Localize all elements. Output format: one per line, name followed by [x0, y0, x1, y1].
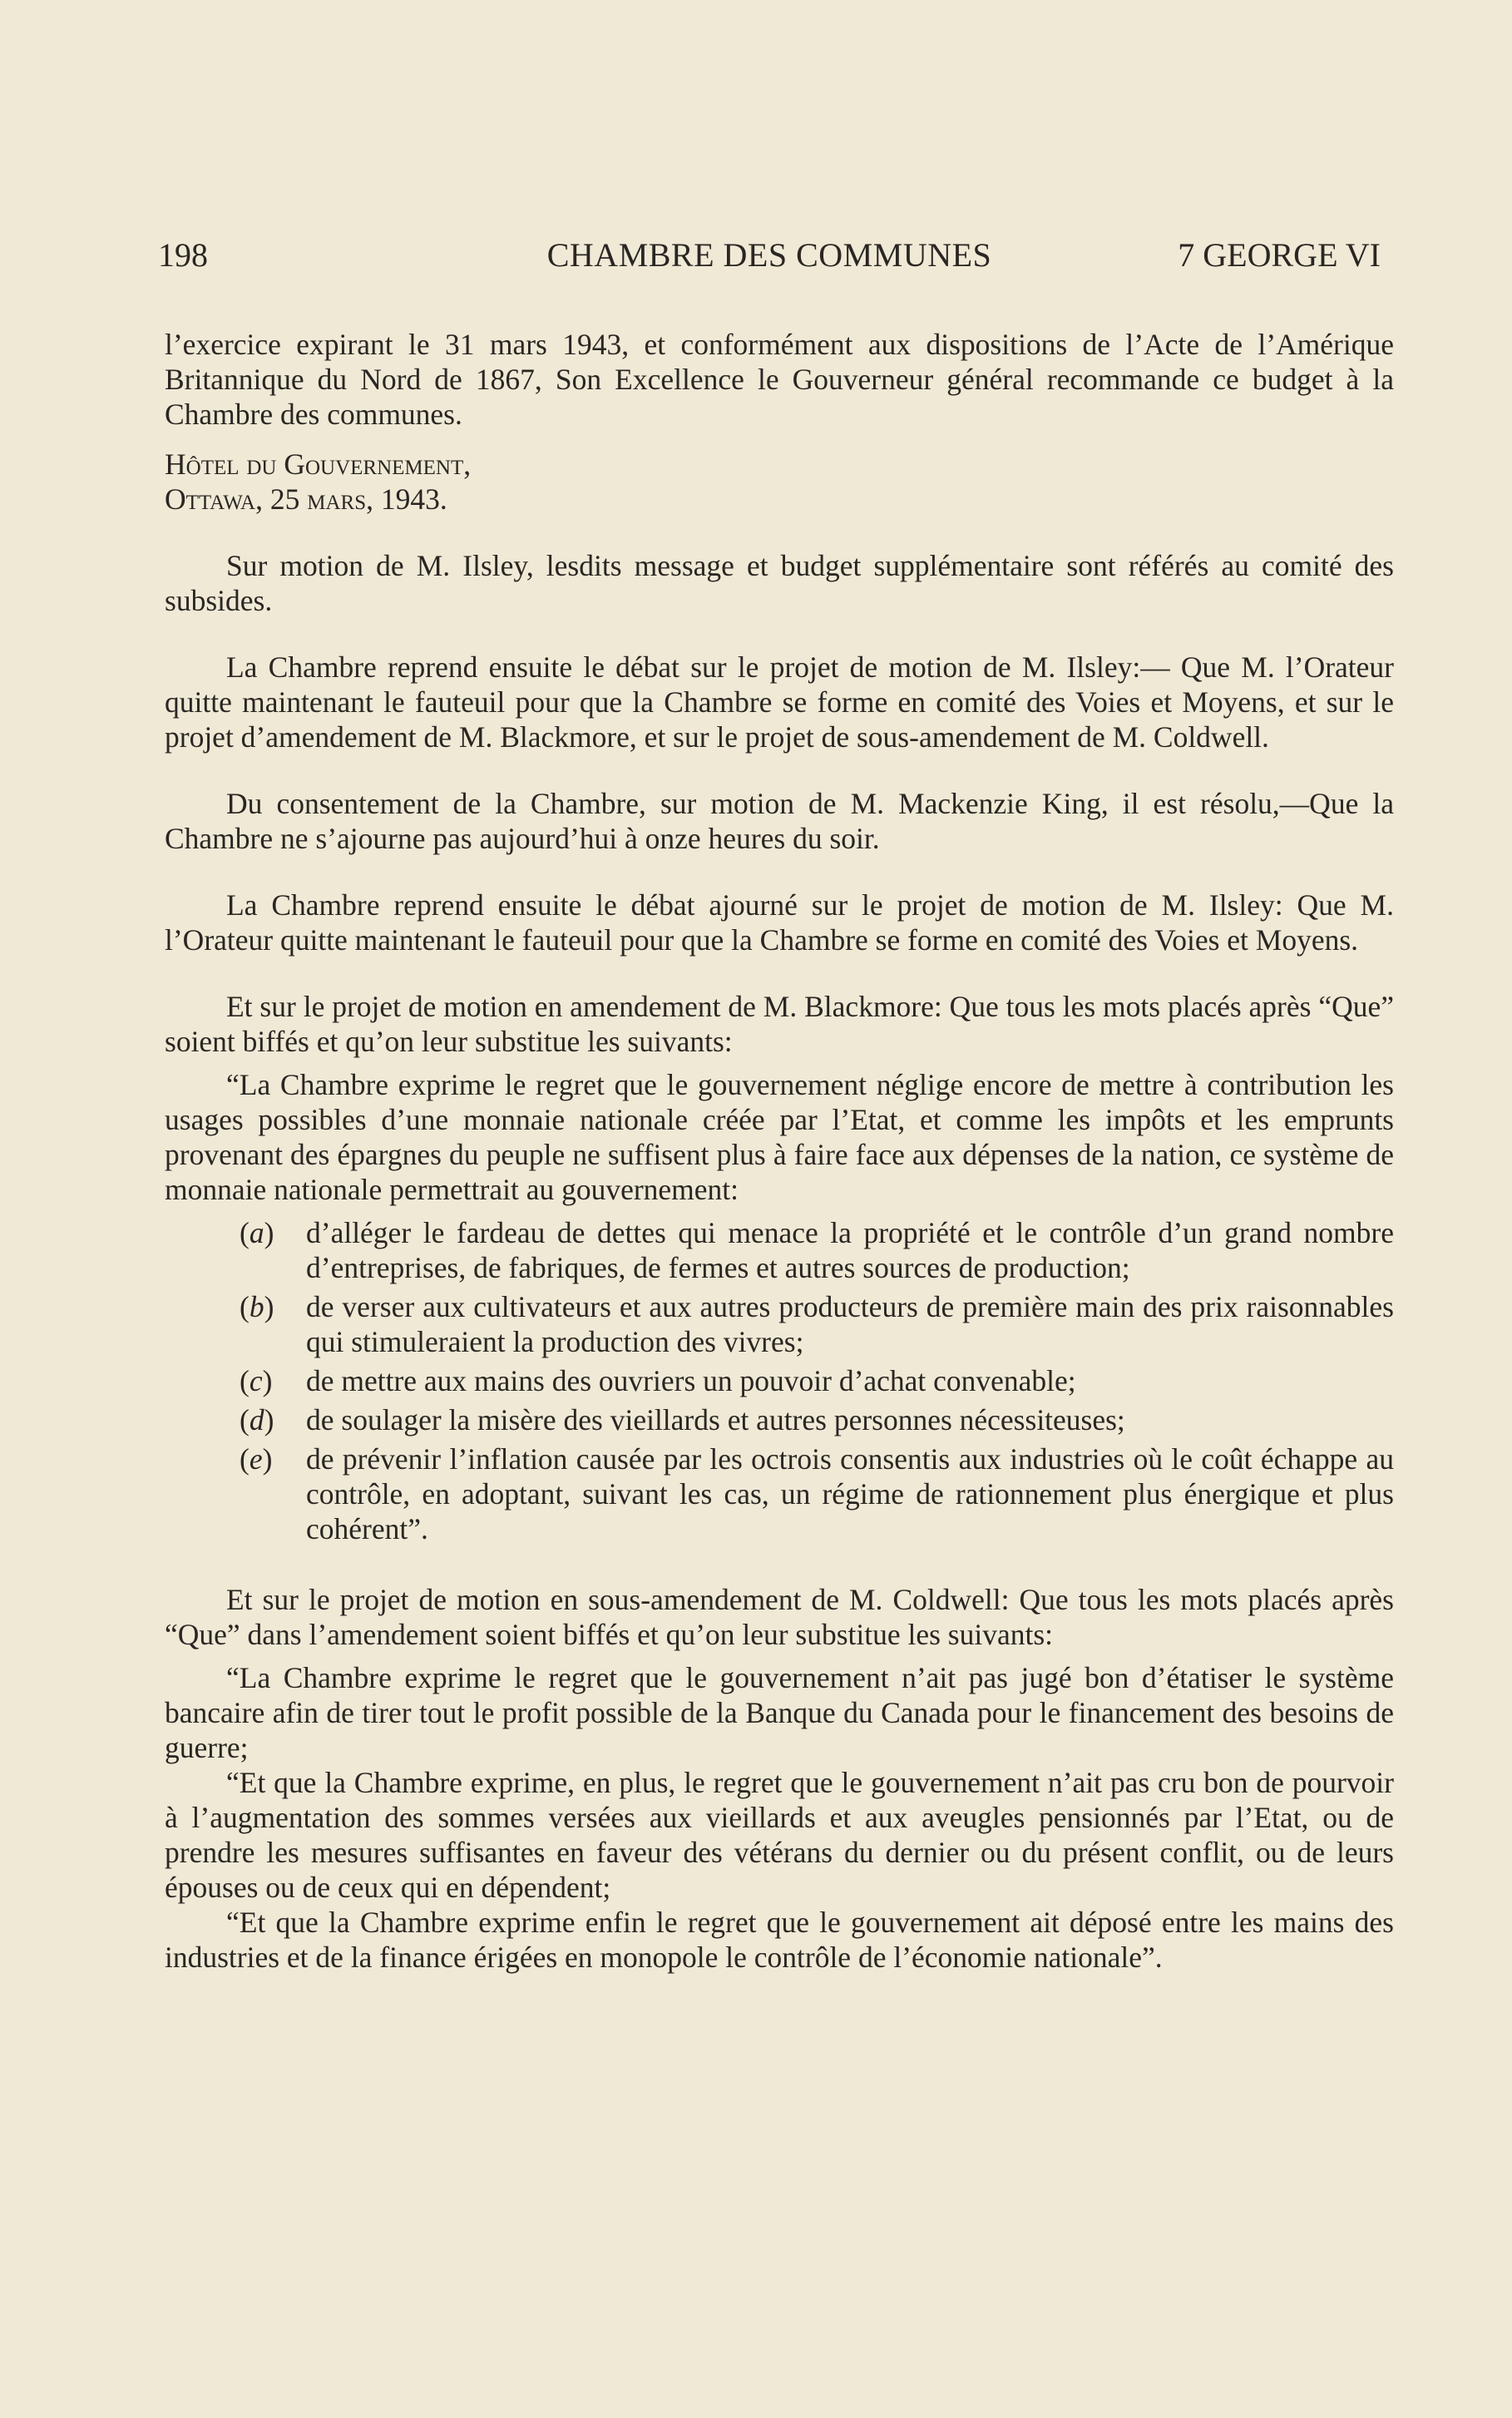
- list-item-text: de verser aux cultivateurs et aux autres producteurs de première main des prix raisonnables qui stimuleraient la production des vivres;: [306, 1290, 1394, 1358]
- page-body: [165, 327, 1394, 1975]
- subamendment-quote-3: “Et que la Chambre exprime enfin le regret que le gouvernement ait déposé entre les mains des industries et de la finance érigées en monopole le contrôle de l’économie nationale”.: [165, 1906, 1394, 1974]
- amendment-list: [165, 1215, 1394, 1546]
- subamendment-quote: [165, 1660, 1394, 1975]
- paragraph-amendment-intro: Et sur le projet de motion en amendement de M. Blackmore: Que tous les mots placés après “Que” soient biffés et qu’on leur substitue les suivants:: [165, 990, 1394, 1058]
- list-item-text: de prévenir l’inflation causée par les octrois consentis aux industries où le coût échappe au contrôle, en adoptant, suivant les cas, un régime de rationnement plus énergique et plus cohérent”.: [306, 1442, 1394, 1545]
- list-item-text: d’alléger le fardeau de dettes qui menace la propriété et le contrôle d’un grand nombre d’entreprises, de fabriques, de fermes et autres sources de production;: [306, 1216, 1394, 1284]
- signature-date: Ottawa, 25 mars, 1943.: [165, 482, 447, 516]
- list-item: (c) de mettre aux mains des ouvriers un pouvoir d’achat convenable;: [240, 1364, 1076, 1397]
- list-item: (a) d’alléger le fardeau de dettes qui menace la propriété et le contrôle d’un grand nombre d’entreprises, de fabriques, de fermes et autres sources de production;: [240, 1216, 1394, 1284]
- signature-place: Hôtel du Gouvernement,: [165, 448, 472, 481]
- paragraph-intro: l’exercice expirant le 31 mars 1943, et conformément aux dispositions de l’Acte de l’Amérique Britannique du Nord de 1867, Son Excellence le Gouverneur général recommande ce budget à la Chambre des communes.: [165, 328, 1394, 431]
- list-marker: b: [249, 1290, 264, 1323]
- subamendment-quote-2: “Et que la Chambre exprime, en plus, le regret que le gouvernement n’ait pas cru bon de pourvoir à l’augmentation des sommes versées aux vieillards et aux aveugles pensionnés par l’Etat, ou de prendre les mesures suffisantes en faveur des vétérans du dernier ou du présent conflit, ou de leurs épouses ou de ceux qui en dépendent;: [165, 1766, 1394, 1904]
- page-header: [158, 235, 1381, 276]
- paragraph-debate: La Chambre reprend ensuite le débat sur le projet de motion de M. Ilsley:— Que M. l’Orateur quitte maintenant le fauteuil pour que la Chambre se forme en comité des Voies et Moyens, et sur le projet d’amendement de M. Blackmore, et sur le projet de sous-amendement de M. Coldwell.: [165, 650, 1394, 754]
- page-number: 198: [158, 236, 208, 274]
- list-marker: e: [249, 1442, 263, 1476]
- paragraph-resume: La Chambre reprend ensuite le débat ajourné sur le projet de motion de M. Ilsley: Que M. l’Orateur quitte maintenant le fauteuil pour que la Chambre se forme en comité des Voies et Moyens.: [165, 888, 1394, 957]
- list-item: (d) de soulager la misère des vieillards et autres personnes nécessiteuses;: [240, 1403, 1125, 1436]
- paragraph-amendment-quote: “La Chambre exprime le regret que le gouvernement néglige encore de mettre à contribution les usages possibles d’une monnaie nationale créée par l’Etat, et comme les impôts et les emprunts provenant des épargnes du peuple ne suffisent plus à faire face aux dépenses de la nation, ce système de monnaie nationale permettrait au gouvernement:: [165, 1068, 1394, 1206]
- list-marker: c: [249, 1364, 263, 1397]
- list-item: (b) de verser aux cultivateurs et aux autres producteurs de première main des prix raisonnables qui stimuleraient la production des vivres;: [240, 1290, 1394, 1358]
- list-item: (e) de prévenir l’inflation causée par les octrois consentis aux industries où le coût échappe au contrôle, en adoptant, suivant les cas, un régime de rationnement plus énergique et plus cohérent”.: [240, 1442, 1394, 1545]
- subamendment-quote-1: “La Chambre exprime le regret que le gouvernement n’ait pas jugé bon d’étatiser le système bancaire afin de tirer tout le profit possible de la Banque du Canada pour le financement des besoins de guerre;: [165, 1661, 1394, 1764]
- list-item-text: de mettre aux mains des ouvriers un pouvoir d’achat convenable;: [306, 1364, 1076, 1397]
- list-marker: d: [249, 1403, 264, 1436]
- paragraph-subamendment-intro: Et sur le projet de motion en sous-amendement de M. Coldwell: Que tous les mots placés après “Que” dans l’amendement soient biffés et qu’on leur substitue les suivants:: [165, 1583, 1394, 1651]
- running-title: CHAMBRE DES COMMUNES: [546, 236, 992, 274]
- paragraph-motion: Sur motion de M. Ilsley, lesdits message et budget supplémentaire sont référés au comité des subsides.: [165, 549, 1394, 617]
- list-marker: a: [249, 1216, 264, 1249]
- regnal-year: 7 GEORGE VI: [1178, 236, 1381, 274]
- paragraph-consent: Du consentement de la Chambre, sur motion de M. Mackenzie King, il est résolu,—Que la Chambre ne s’ajourne pas aujourd’hui à onze heures du soir.: [165, 787, 1394, 855]
- list-item-text: de soulager la misère des vieillards et autres personnes nécessiteuses;: [306, 1403, 1125, 1436]
